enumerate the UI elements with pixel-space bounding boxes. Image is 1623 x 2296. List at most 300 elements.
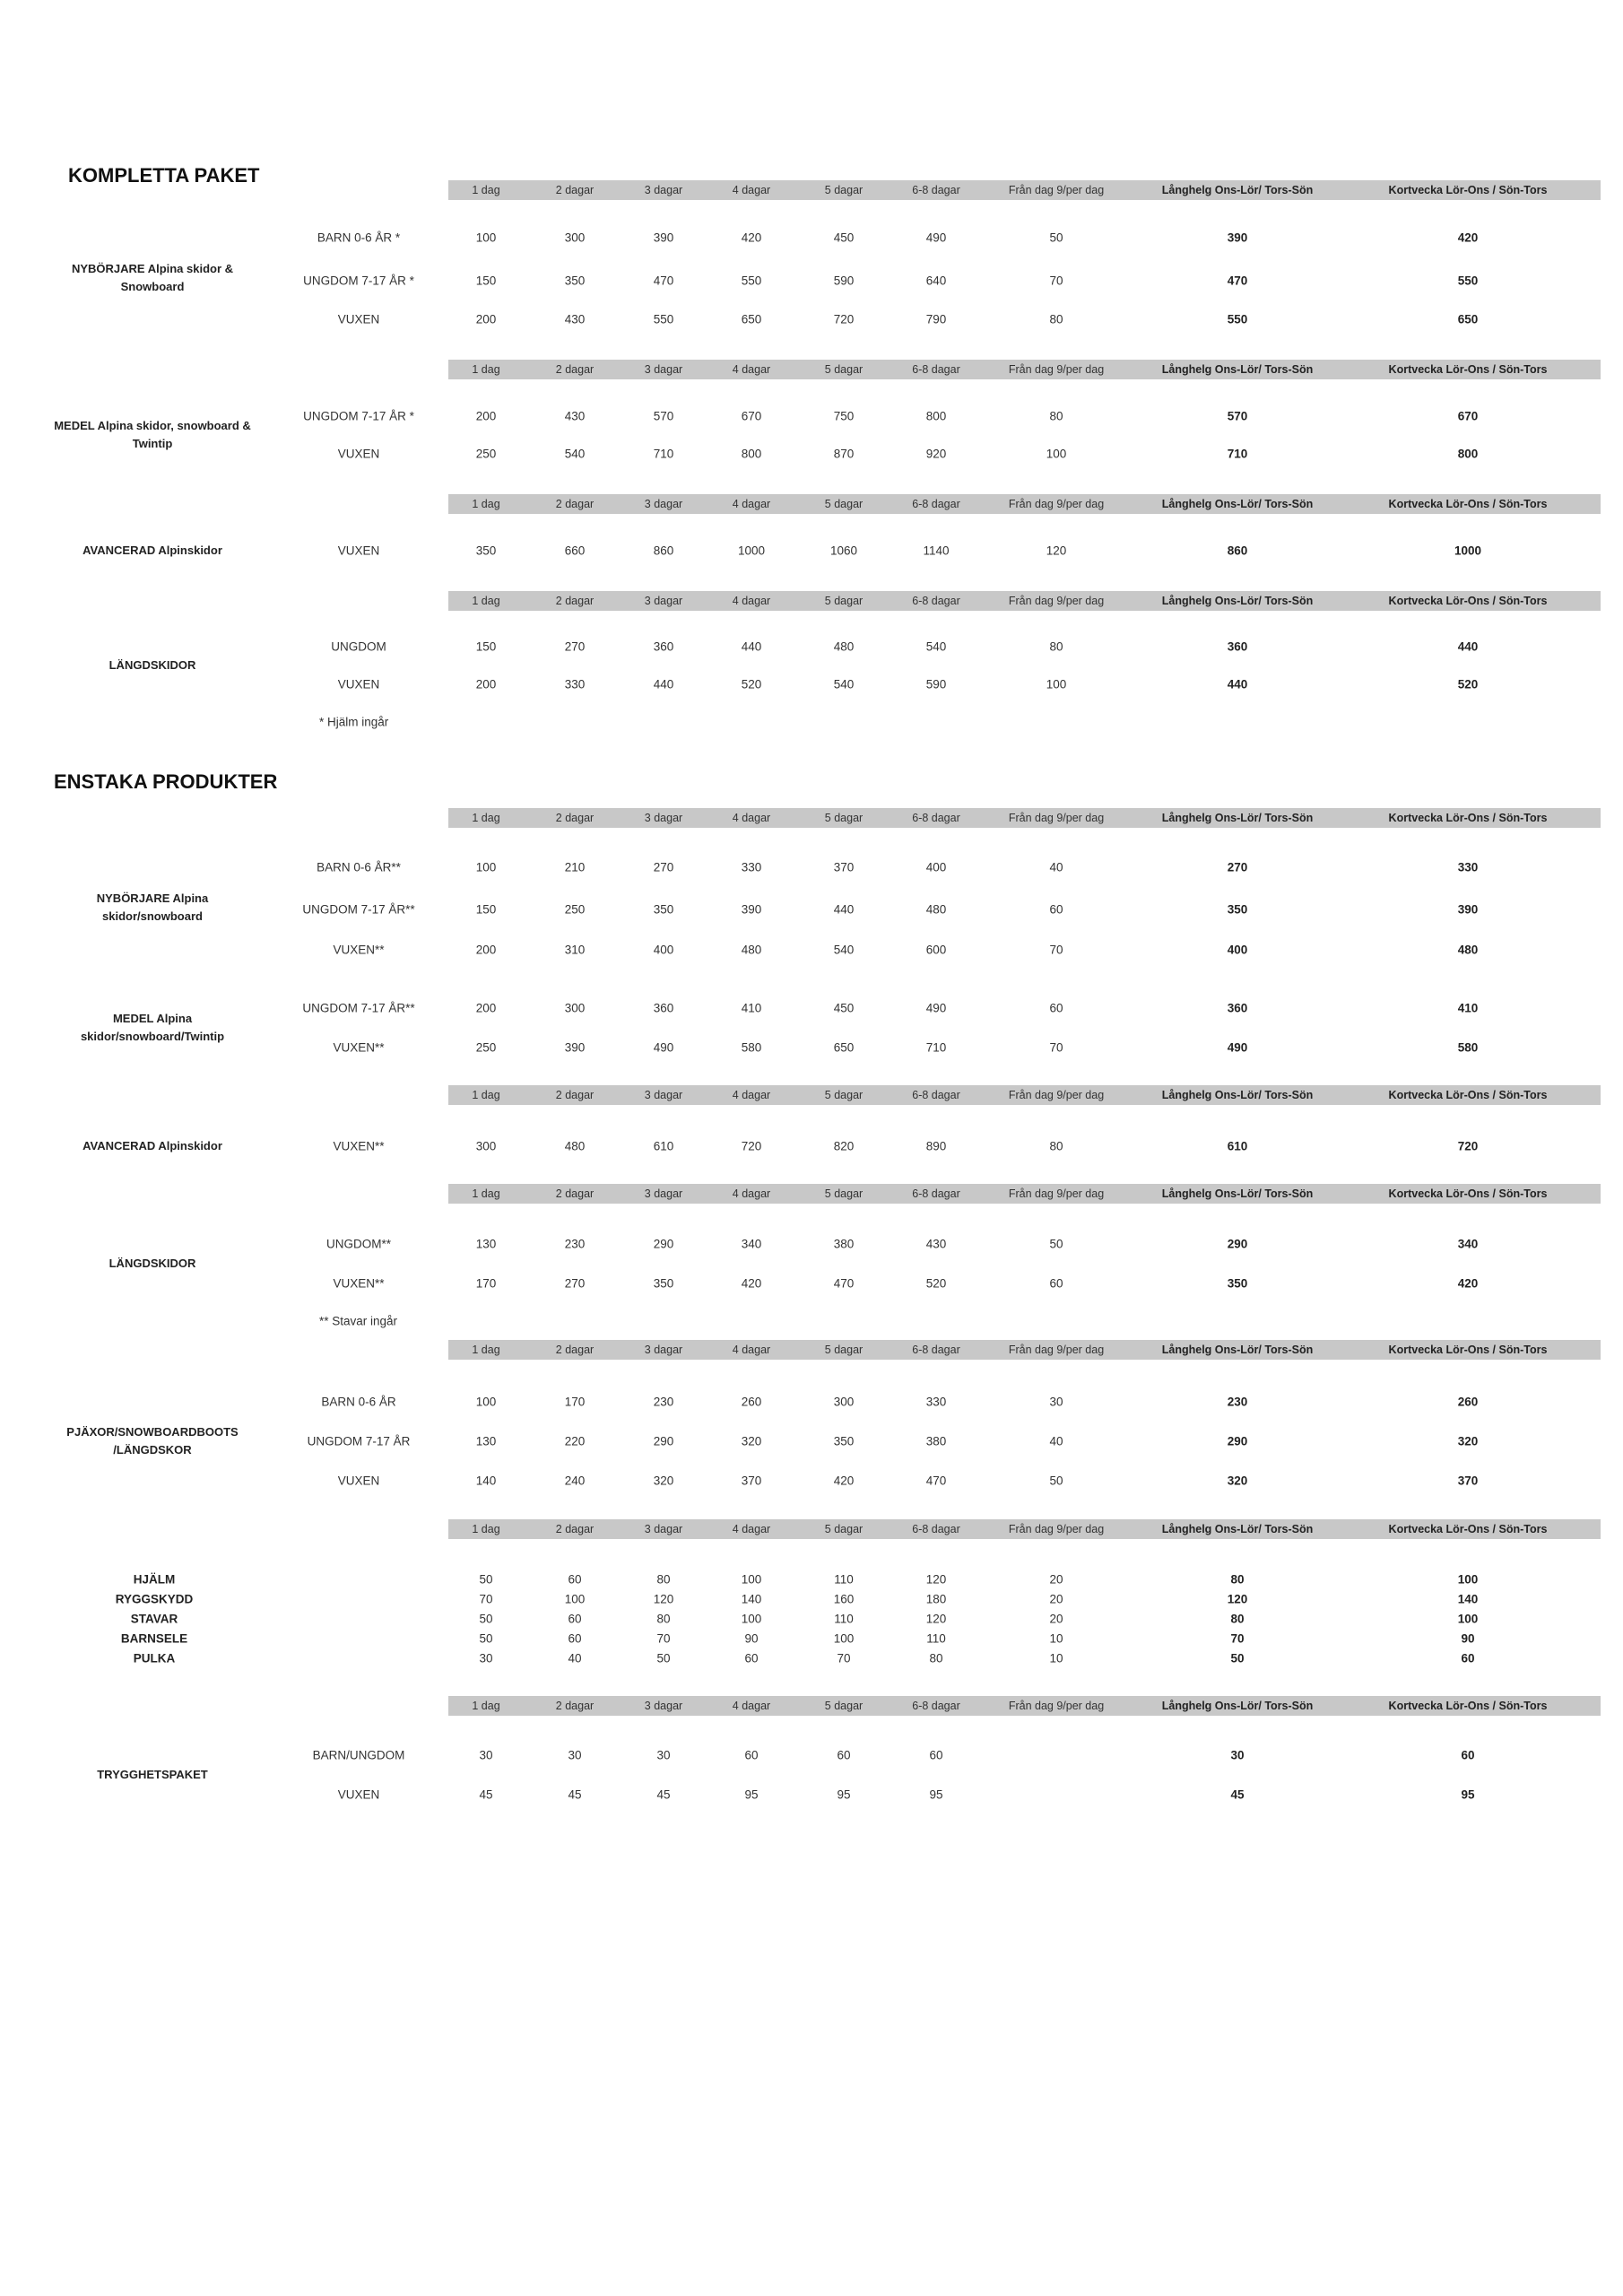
price-cell: 200 bbox=[475, 1001, 497, 1015]
price-cell: 60 bbox=[837, 1748, 851, 1762]
price-cell: 140 bbox=[475, 1474, 497, 1488]
price-cell: 330 bbox=[1457, 860, 1479, 874]
price-cell: 550 bbox=[653, 312, 674, 326]
price-cell: 100 bbox=[1457, 1612, 1479, 1626]
price-cell: 120 bbox=[653, 1592, 674, 1606]
price-cell: 150 bbox=[475, 274, 497, 288]
column-header: Långhelg Ons-Lör/ Tors-Sön bbox=[1161, 1523, 1314, 1535]
price-cell: 120 bbox=[1046, 544, 1067, 558]
row-label: VUXEN bbox=[337, 1787, 380, 1802]
price-cell: 260 bbox=[741, 1395, 762, 1409]
price-cell: 350 bbox=[564, 274, 586, 288]
column-header: 1 dag bbox=[472, 595, 500, 607]
price-cell: 660 bbox=[564, 544, 586, 558]
category-label: LÄNGDSKIDOR bbox=[108, 658, 196, 672]
column-header: 1 dag bbox=[472, 1187, 500, 1200]
price-cell: 60 bbox=[1049, 902, 1063, 917]
column-header: 2 dagar bbox=[555, 1089, 595, 1101]
price-cell: 390 bbox=[741, 902, 762, 917]
price-cell: 570 bbox=[1227, 409, 1248, 423]
price-cell: 360 bbox=[1227, 1001, 1248, 1015]
price-cell: 320 bbox=[1457, 1434, 1479, 1448]
price-cell: 100 bbox=[741, 1572, 762, 1587]
price-cell: 570 bbox=[653, 409, 674, 423]
column-header: 2 dagar bbox=[555, 1523, 595, 1535]
price-cell: 250 bbox=[564, 902, 586, 917]
price-cell: 440 bbox=[1227, 677, 1248, 691]
price-cell: 420 bbox=[741, 230, 762, 245]
price-cell: 200 bbox=[475, 312, 497, 326]
column-header: Från dag 9/per dag bbox=[1008, 363, 1105, 376]
price-cell: 200 bbox=[475, 943, 497, 957]
column-header: 3 dagar bbox=[644, 1344, 683, 1356]
price-cell: 95 bbox=[929, 1787, 943, 1802]
price-cell: 330 bbox=[741, 860, 762, 874]
row-label: BARN/UNGDOM bbox=[312, 1748, 405, 1762]
price-cell: 230 bbox=[653, 1395, 674, 1409]
price-cell: 480 bbox=[564, 1139, 586, 1153]
column-header: 2 dagar bbox=[555, 1344, 595, 1356]
price-cell: 410 bbox=[741, 1001, 762, 1015]
price-cell: 45 bbox=[568, 1787, 582, 1802]
price-cell: 30 bbox=[479, 1748, 493, 1762]
column-header: 1 dag bbox=[472, 812, 500, 824]
item-label: PULKA bbox=[133, 1651, 176, 1665]
price-cell: 920 bbox=[925, 447, 947, 461]
price-cell: 80 bbox=[656, 1572, 671, 1587]
row-label: VUXEN** bbox=[333, 1040, 385, 1055]
section-title: KOMPLETTA PAKET bbox=[68, 164, 260, 187]
price-cell: 600 bbox=[925, 943, 947, 957]
item-label: STAVAR bbox=[130, 1612, 178, 1626]
column-header: 5 dagar bbox=[824, 812, 864, 824]
column-header: Kortvecka Lör-Ons / Sön-Tors bbox=[1388, 1344, 1548, 1356]
price-cell: 420 bbox=[741, 1276, 762, 1291]
price-cell: 480 bbox=[1457, 943, 1479, 957]
category-label: MEDEL Alpina skidor/snowboard/Twintip bbox=[80, 1012, 225, 1043]
column-header: 1 dag bbox=[472, 498, 500, 510]
price-cell: 360 bbox=[1227, 639, 1248, 654]
price-cell: 290 bbox=[653, 1434, 674, 1448]
price-cell: 160 bbox=[833, 1592, 855, 1606]
price-cell: 60 bbox=[1049, 1001, 1063, 1015]
column-header-bar bbox=[448, 1519, 1601, 1539]
price-cell: 350 bbox=[1227, 902, 1248, 917]
price-cell: 40 bbox=[1049, 860, 1063, 874]
price-cell: 360 bbox=[653, 639, 674, 654]
price-cell: 30 bbox=[1230, 1748, 1245, 1762]
column-header: Kortvecka Lör-Ons / Sön-Tors bbox=[1388, 363, 1548, 376]
price-cell: 370 bbox=[833, 860, 855, 874]
price-cell: 100 bbox=[564, 1592, 586, 1606]
row-label: UNGDOM 7-17 ÅR** bbox=[302, 902, 415, 917]
price-cell: 60 bbox=[568, 1631, 582, 1646]
price-cell: 300 bbox=[475, 1139, 497, 1153]
column-header: 1 dag bbox=[472, 1523, 500, 1535]
row-label: UNGDOM 7-17 ÅR * bbox=[303, 274, 414, 288]
price-cell: 470 bbox=[833, 1276, 855, 1291]
column-header: Kortvecka Lör-Ons / Sön-Tors bbox=[1388, 184, 1548, 196]
price-cell: 120 bbox=[925, 1612, 947, 1626]
column-header: Långhelg Ons-Lör/ Tors-Sön bbox=[1161, 1187, 1314, 1200]
column-header: 4 dagar bbox=[732, 498, 771, 510]
price-cell: 110 bbox=[834, 1572, 854, 1587]
price-cell: 540 bbox=[833, 943, 855, 957]
column-header: 4 dagar bbox=[732, 184, 771, 196]
price-cell: 440 bbox=[833, 902, 855, 917]
price-cell: 270 bbox=[564, 1276, 586, 1291]
column-header: 1 dag bbox=[472, 184, 500, 196]
price-cell: 420 bbox=[1457, 230, 1479, 245]
category-label: AVANCERAD Alpinskidor bbox=[82, 544, 222, 557]
price-cell: 95 bbox=[744, 1787, 759, 1802]
column-header: 5 dagar bbox=[824, 1700, 864, 1712]
column-header: 5 dagar bbox=[824, 1089, 864, 1101]
column-header: 6-8 dagar bbox=[912, 1523, 960, 1535]
price-cell: 110 bbox=[834, 1612, 854, 1626]
price-cell: 710 bbox=[653, 447, 674, 461]
price-cell: 790 bbox=[925, 312, 947, 326]
column-header: 2 dagar bbox=[555, 812, 595, 824]
price-cell: 270 bbox=[564, 639, 586, 654]
price-cell: 490 bbox=[925, 1001, 947, 1015]
column-header: 6-8 dagar bbox=[912, 1344, 960, 1356]
price-cell: 60 bbox=[744, 1651, 759, 1665]
price-cell: 590 bbox=[833, 274, 855, 288]
price-cell: 470 bbox=[925, 1474, 947, 1488]
footnote: ** Stavar ingår bbox=[319, 1314, 398, 1328]
price-cell: 120 bbox=[925, 1572, 947, 1587]
column-header: Från dag 9/per dag bbox=[1008, 1344, 1105, 1356]
price-cell: 350 bbox=[653, 1276, 674, 1291]
price-cell: 490 bbox=[925, 230, 947, 245]
column-header: 1 dag bbox=[472, 1344, 500, 1356]
price-cell: 130 bbox=[475, 1434, 497, 1448]
price-cell: 200 bbox=[475, 677, 497, 691]
column-header: 6-8 dagar bbox=[912, 812, 960, 824]
price-cell: 1000 bbox=[737, 544, 766, 558]
price-cell: 520 bbox=[1457, 677, 1479, 691]
column-header: 2 dagar bbox=[555, 184, 595, 196]
price-cell: 480 bbox=[741, 943, 762, 957]
price-cell: 95 bbox=[1461, 1787, 1475, 1802]
price-cell: 670 bbox=[741, 409, 762, 423]
price-cell: 30 bbox=[1049, 1395, 1063, 1409]
price-cell: 420 bbox=[833, 1474, 855, 1488]
price-cell: 170 bbox=[564, 1395, 586, 1409]
column-header: 6-8 dagar bbox=[912, 498, 960, 510]
price-cell: 650 bbox=[833, 1040, 855, 1055]
price-cell: 610 bbox=[653, 1139, 674, 1153]
price-cell: 390 bbox=[1457, 902, 1479, 917]
column-header: 6-8 dagar bbox=[912, 184, 960, 196]
price-cell: 350 bbox=[653, 902, 674, 917]
price-cell: 130 bbox=[475, 1237, 497, 1251]
price-cell: 70 bbox=[837, 1651, 851, 1665]
column-header: 5 dagar bbox=[824, 1344, 864, 1356]
row-label: UNGDOM bbox=[331, 639, 386, 654]
column-header: Långhelg Ons-Lör/ Tors-Sön bbox=[1161, 184, 1314, 196]
price-cell: 610 bbox=[1227, 1139, 1248, 1153]
category-label: NYBÖRJARE Alpina skidor/snowboard bbox=[96, 891, 209, 923]
price-cell: 870 bbox=[833, 447, 855, 461]
column-header: 2 dagar bbox=[555, 363, 595, 376]
price-cell: 250 bbox=[475, 1040, 497, 1055]
price-cell: 820 bbox=[833, 1139, 855, 1153]
column-header: Långhelg Ons-Lör/ Tors-Sön bbox=[1161, 498, 1314, 510]
row-label: BARN 0-6 ÅR * bbox=[317, 230, 401, 245]
column-header: Kortvecka Lör-Ons / Sön-Tors bbox=[1388, 595, 1548, 607]
column-header: Långhelg Ons-Lör/ Tors-Sön bbox=[1161, 363, 1314, 376]
column-header: Långhelg Ons-Lör/ Tors-Sön bbox=[1161, 812, 1314, 824]
column-header: 2 dagar bbox=[555, 1700, 595, 1712]
price-cell: 590 bbox=[925, 677, 947, 691]
price-cell: 390 bbox=[1227, 230, 1248, 245]
price-cell: 350 bbox=[833, 1434, 855, 1448]
row-label: UNGDOM 7-17 ÅR bbox=[307, 1434, 411, 1448]
price-cell: 340 bbox=[741, 1237, 762, 1251]
column-header: Långhelg Ons-Lör/ Tors-Sön bbox=[1161, 595, 1314, 607]
item-label: BARNSELE bbox=[120, 1631, 188, 1646]
price-cell: 100 bbox=[1046, 447, 1067, 461]
price-cell: 330 bbox=[925, 1395, 947, 1409]
price-cell: 30 bbox=[568, 1748, 582, 1762]
price-cell: 20 bbox=[1049, 1592, 1063, 1606]
row-label: VUXEN** bbox=[333, 1139, 385, 1153]
column-header: Långhelg Ons-Lör/ Tors-Sön bbox=[1161, 1089, 1314, 1101]
column-header: 6-8 dagar bbox=[912, 1089, 960, 1101]
price-cell: 40 bbox=[568, 1651, 582, 1665]
price-cell: 120 bbox=[1227, 1592, 1248, 1606]
column-header: 3 dagar bbox=[644, 1700, 683, 1712]
price-cell: 100 bbox=[475, 860, 497, 874]
price-cell: 520 bbox=[741, 677, 762, 691]
price-cell: 60 bbox=[1049, 1276, 1063, 1291]
price-cell: 490 bbox=[653, 1040, 674, 1055]
price-cell: 480 bbox=[925, 902, 947, 917]
price-cell: 210 bbox=[564, 860, 586, 874]
price-cell: 80 bbox=[1049, 409, 1063, 423]
row-label: UNGDOM 7-17 ÅR * bbox=[303, 409, 414, 423]
price-cell: 230 bbox=[1227, 1395, 1248, 1409]
column-header: 3 dagar bbox=[644, 1523, 683, 1535]
price-cell: 440 bbox=[1457, 639, 1479, 654]
column-header: 5 dagar bbox=[824, 363, 864, 376]
price-cell: 710 bbox=[925, 1040, 947, 1055]
price-cell: 370 bbox=[1457, 1474, 1479, 1488]
price-cell: 150 bbox=[475, 902, 497, 917]
column-header: 4 dagar bbox=[732, 812, 771, 824]
price-cell: 80 bbox=[929, 1651, 943, 1665]
price-cell: 50 bbox=[1049, 230, 1063, 245]
row-label: VUXEN** bbox=[333, 943, 385, 957]
price-cell: 390 bbox=[564, 1040, 586, 1055]
price-cell: 80 bbox=[1230, 1572, 1245, 1587]
price-cell: 45 bbox=[656, 1787, 671, 1802]
price-cell: 95 bbox=[837, 1787, 851, 1802]
price-cell: 50 bbox=[1049, 1474, 1063, 1488]
price-cell: 40 bbox=[1049, 1434, 1063, 1448]
price-cell: 60 bbox=[568, 1612, 582, 1626]
price-cell: 450 bbox=[833, 230, 855, 245]
price-cell: 540 bbox=[925, 639, 947, 654]
price-cell: 720 bbox=[833, 312, 855, 326]
column-header: Från dag 9/per dag bbox=[1008, 1089, 1105, 1101]
column-header: Från dag 9/per dag bbox=[1008, 1523, 1105, 1535]
price-cell: 100 bbox=[475, 1395, 497, 1409]
price-cell: 710 bbox=[1227, 447, 1248, 461]
price-cell: 650 bbox=[1457, 312, 1479, 326]
footnote: * Hjälm ingår bbox=[319, 715, 389, 729]
column-header: 4 dagar bbox=[732, 595, 771, 607]
column-header: 2 dagar bbox=[555, 595, 595, 607]
price-cell: 60 bbox=[568, 1572, 582, 1587]
price-cell: 90 bbox=[1461, 1631, 1475, 1646]
price-cell: 580 bbox=[1457, 1040, 1479, 1055]
price-cell: 50 bbox=[656, 1651, 671, 1665]
price-cell: 330 bbox=[564, 677, 586, 691]
price-cell: 10 bbox=[1049, 1651, 1063, 1665]
price-cell: 890 bbox=[925, 1139, 947, 1153]
column-header: 5 dagar bbox=[824, 184, 864, 196]
price-cell: 400 bbox=[1227, 943, 1248, 957]
price-cell: 290 bbox=[1227, 1237, 1248, 1251]
column-header: 4 dagar bbox=[732, 1700, 771, 1712]
column-header: Kortvecka Lör-Ons / Sön-Tors bbox=[1388, 1089, 1548, 1101]
price-cell: 420 bbox=[1457, 1276, 1479, 1291]
price-cell: 200 bbox=[475, 409, 497, 423]
column-header: Kortvecka Lör-Ons / Sön-Tors bbox=[1388, 1700, 1548, 1712]
price-cell: 100 bbox=[741, 1612, 762, 1626]
price-cell: 320 bbox=[653, 1474, 674, 1488]
column-header: 5 dagar bbox=[824, 1523, 864, 1535]
price-cell: 550 bbox=[1457, 274, 1479, 288]
price-cell: 60 bbox=[1461, 1651, 1475, 1665]
price-cell: 60 bbox=[1461, 1748, 1475, 1762]
price-cell: 60 bbox=[929, 1748, 943, 1762]
row-label: VUXEN bbox=[337, 447, 380, 461]
price-cell: 390 bbox=[653, 230, 674, 245]
column-header: 5 dagar bbox=[824, 1187, 864, 1200]
column-header: 6-8 dagar bbox=[912, 595, 960, 607]
row-label: VUXEN bbox=[337, 677, 380, 691]
price-cell: 860 bbox=[653, 544, 674, 558]
column-header: Kortvecka Lör-Ons / Sön-Tors bbox=[1388, 812, 1548, 824]
row-label: BARN 0-6 ÅR bbox=[321, 1395, 396, 1409]
price-cell: 400 bbox=[925, 860, 947, 874]
price-cell: 270 bbox=[653, 860, 674, 874]
column-header: 3 dagar bbox=[644, 184, 683, 196]
column-header: 3 dagar bbox=[644, 812, 683, 824]
column-header: 3 dagar bbox=[644, 595, 683, 607]
column-header-bar bbox=[448, 808, 1601, 828]
price-cell: 1140 bbox=[923, 544, 950, 558]
price-cell: 20 bbox=[1049, 1572, 1063, 1587]
price-cell: 70 bbox=[1049, 1040, 1063, 1055]
category-label: PJÄXOR/SNOWBOARDBOOTS /LÄNGDSKOR bbox=[66, 1425, 239, 1457]
price-cell: 380 bbox=[833, 1237, 855, 1251]
column-header: Från dag 9/per dag bbox=[1008, 1187, 1105, 1200]
price-cell: 340 bbox=[1457, 1237, 1479, 1251]
column-header: 1 dag bbox=[472, 363, 500, 376]
price-cell: 520 bbox=[925, 1276, 947, 1291]
column-header: 6-8 dagar bbox=[912, 1700, 960, 1712]
price-cell: 50 bbox=[479, 1631, 493, 1646]
column-header-bar bbox=[448, 1340, 1601, 1360]
price-cell: 720 bbox=[741, 1139, 762, 1153]
price-cell: 750 bbox=[833, 409, 855, 423]
price-cell: 30 bbox=[656, 1748, 671, 1762]
column-header: Långhelg Ons-Lör/ Tors-Sön bbox=[1161, 1700, 1314, 1712]
price-cell: 310 bbox=[564, 943, 586, 957]
price-cell: 550 bbox=[741, 274, 762, 288]
price-cell: 220 bbox=[564, 1434, 586, 1448]
price-cell: 440 bbox=[741, 639, 762, 654]
price-cell: 320 bbox=[1227, 1474, 1248, 1488]
price-cell: 470 bbox=[1227, 274, 1248, 288]
price-cell: 450 bbox=[833, 1001, 855, 1015]
column-header: Kortvecka Lör-Ons / Sön-Tors bbox=[1388, 1523, 1548, 1535]
price-cell: 300 bbox=[564, 230, 586, 245]
column-header: Kortvecka Lör-Ons / Sön-Tors bbox=[1388, 1187, 1548, 1200]
row-label: BARN 0-6 ÅR** bbox=[317, 860, 401, 874]
price-cell: 300 bbox=[833, 1395, 855, 1409]
column-header: Från dag 9/per dag bbox=[1008, 595, 1105, 607]
price-cell: 800 bbox=[925, 409, 947, 423]
price-cell: 240 bbox=[564, 1474, 586, 1488]
price-cell: 350 bbox=[1227, 1276, 1248, 1291]
price-cell: 540 bbox=[833, 677, 855, 691]
price-cell: 230 bbox=[564, 1237, 586, 1251]
column-header: Kortvecka Lör-Ons / Sön-Tors bbox=[1388, 498, 1548, 510]
price-cell: 30 bbox=[479, 1651, 493, 1665]
column-header: Från dag 9/per dag bbox=[1008, 1700, 1105, 1712]
price-cell: 80 bbox=[1049, 639, 1063, 654]
price-cell: 70 bbox=[1230, 1631, 1245, 1646]
category-label: NYBÖRJARE Alpina skidor & Snowboard bbox=[71, 262, 234, 293]
price-cell: 45 bbox=[479, 1787, 493, 1802]
price-cell: 90 bbox=[744, 1631, 759, 1646]
price-cell: 860 bbox=[1227, 544, 1248, 558]
price-cell: 50 bbox=[479, 1612, 493, 1626]
column-header: 2 dagar bbox=[555, 1187, 595, 1200]
price-cell: 100 bbox=[1046, 677, 1067, 691]
price-cell: 45 bbox=[1230, 1787, 1245, 1802]
column-header-bar bbox=[448, 1085, 1601, 1105]
column-header: Från dag 9/per dag bbox=[1008, 184, 1105, 196]
price-cell: 480 bbox=[833, 639, 855, 654]
price-cell: 140 bbox=[741, 1592, 762, 1606]
price-cell: 10 bbox=[1049, 1631, 1063, 1646]
price-cell: 290 bbox=[1227, 1434, 1248, 1448]
price-cell: 550 bbox=[1227, 312, 1248, 326]
price-cell: 650 bbox=[741, 312, 762, 326]
column-header: 3 dagar bbox=[644, 363, 683, 376]
category-label: AVANCERAD Alpinskidor bbox=[82, 1139, 222, 1152]
item-label: RYGGSKYDD bbox=[115, 1592, 194, 1606]
column-header: 3 dagar bbox=[644, 1089, 683, 1101]
price-cell: 170 bbox=[475, 1276, 497, 1291]
price-cell: 640 bbox=[925, 274, 947, 288]
price-cell: 260 bbox=[1457, 1395, 1479, 1409]
row-label: VUXEN** bbox=[333, 1276, 385, 1291]
column-header: 2 dagar bbox=[555, 498, 595, 510]
category-label: TRYGGHETSPAKET bbox=[97, 1768, 208, 1781]
price-cell: 440 bbox=[653, 677, 674, 691]
price-cell: 430 bbox=[564, 312, 586, 326]
price-cell: 300 bbox=[564, 1001, 586, 1015]
price-cell: 370 bbox=[741, 1474, 762, 1488]
